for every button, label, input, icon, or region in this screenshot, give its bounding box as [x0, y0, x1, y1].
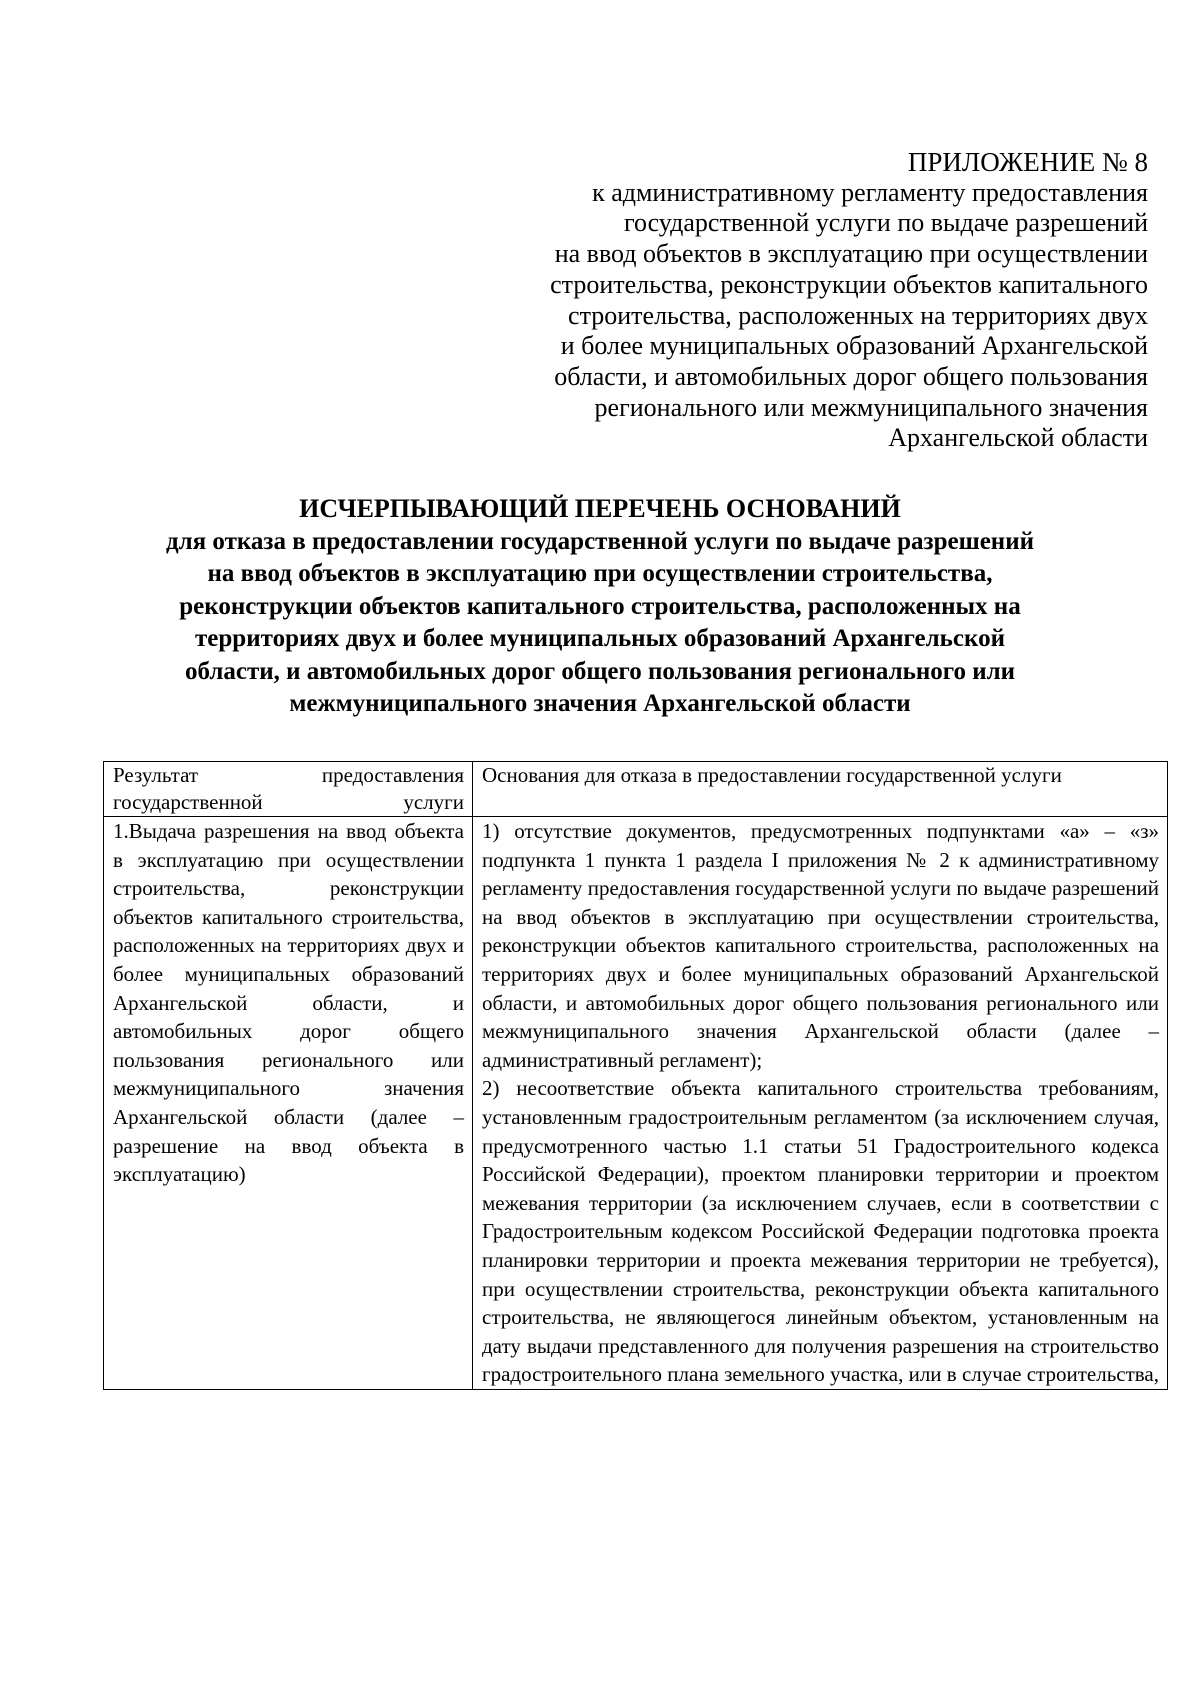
ground-item: 2) несоответствие объекта капитального строительства требованиям, установленным градостроительным регламентом (за исключением случая, предусмотренного частью 1.1 статьи 51 Градостроительного кодекса Российской Федерации), проектом планировки территории и проектом межевания территории (за исключением случаев, если в соответствии с Градостроительным кодексом Российской Федерации подготовка проекта планировки территории и проекта межевания территории не требуется), при осуществлении строительства, реконструкции объекта капитального строительства, не являющегося линейным объектом, установленным на дату выдачи представленного для получения разрешения на строительство градостроительного плана земельного участка, или в случае строительства, [482, 1076, 1159, 1387]
cell-result [104, 817, 473, 1390]
title-line: реконструкции объектов капитального строительства, расположенных на [179, 592, 1021, 620]
header-grounds [473, 762, 1168, 817]
annex-line: на ввод объектов в эксплуатацию при осуществлении [554, 239, 1148, 269]
annex-line: регионального или межмуниципального значения [594, 392, 1148, 422]
title-line: территориях двух и более муниципальных образований Архангельской [195, 625, 1005, 652]
annex-header [448, 147, 1148, 454]
ground-item: 1) отсутствие документов, предусмотренных подпунктами «а» – «з» подпункта 1 пункта 1 раздела I приложения № 2 к административному регламенту предоставления государственной услуги по выдаче разрешений на ввод объектов в эксплуатацию при осуществлении строительства, реконструкции объектов капитального строительства, расположенных на территориях двух и более муниципальных образований Архангельской области, и автомобильных дорог общего пользования регионального или межмуниципального значения Архангельской области (далее – административный регламент); [482, 819, 1159, 1072]
title-line: области, и автомобильных дорог общего пользования регионального или [184, 657, 1016, 685]
document-title [100, 493, 1100, 721]
cell-grounds [473, 817, 1168, 1390]
annex-line: области, и автомобильных дорог общего пользования [554, 361, 1148, 391]
header-result-text: Результат предоставления государственной услуги [113, 763, 464, 814]
title-main: ИСЧЕРПЫВАЮЩИЙ ПЕРЕЧЕНЬ ОСНОВАНИЙ [299, 494, 901, 523]
annex-line: и более муниципальных образований Архангельской [560, 331, 1148, 361]
annex-line: к административному регламенту предоставления [592, 177, 1148, 207]
table-header-row [104, 762, 1168, 817]
title-line: для отказа в предоставлении государственной услуги по выдаче разрешений [165, 527, 1035, 555]
header-grounds-text: Основания для отказа в предоставлении государственной услуги [482, 763, 1062, 787]
annex-line: строительства, реконструкции объектов капитального [550, 269, 1148, 299]
result-text: 1.Выдача разрешения на ввод объекта в эксплуатацию при осуществлении строительства, реконструкции объектов капитального строительства, расположенных на территориях двух и более муниципальных образований Архангельской области, и автомобильных дорог общего пользования регионального или межмуниципального значения Архангельской области (далее – разрешение на ввод объекта в эксплуатацию) [113, 819, 464, 1187]
title-line: межмуниципального значения Архангельской области [289, 690, 911, 717]
annex-number: ПРИЛОЖЕНИЕ № 8 [907, 147, 1148, 177]
annex-line: Архангельской области [888, 423, 1148, 453]
title-line: на ввод объектов в эксплуатацию при осуществлении строительства, [207, 560, 993, 587]
annex-line: строительства, расположенных на территориях двух [568, 300, 1148, 330]
header-result [104, 762, 473, 817]
table-row [104, 817, 1168, 1390]
grounds-table [103, 761, 1168, 1390]
annex-line: государственной услуги по выдаче разрешений [623, 208, 1148, 238]
